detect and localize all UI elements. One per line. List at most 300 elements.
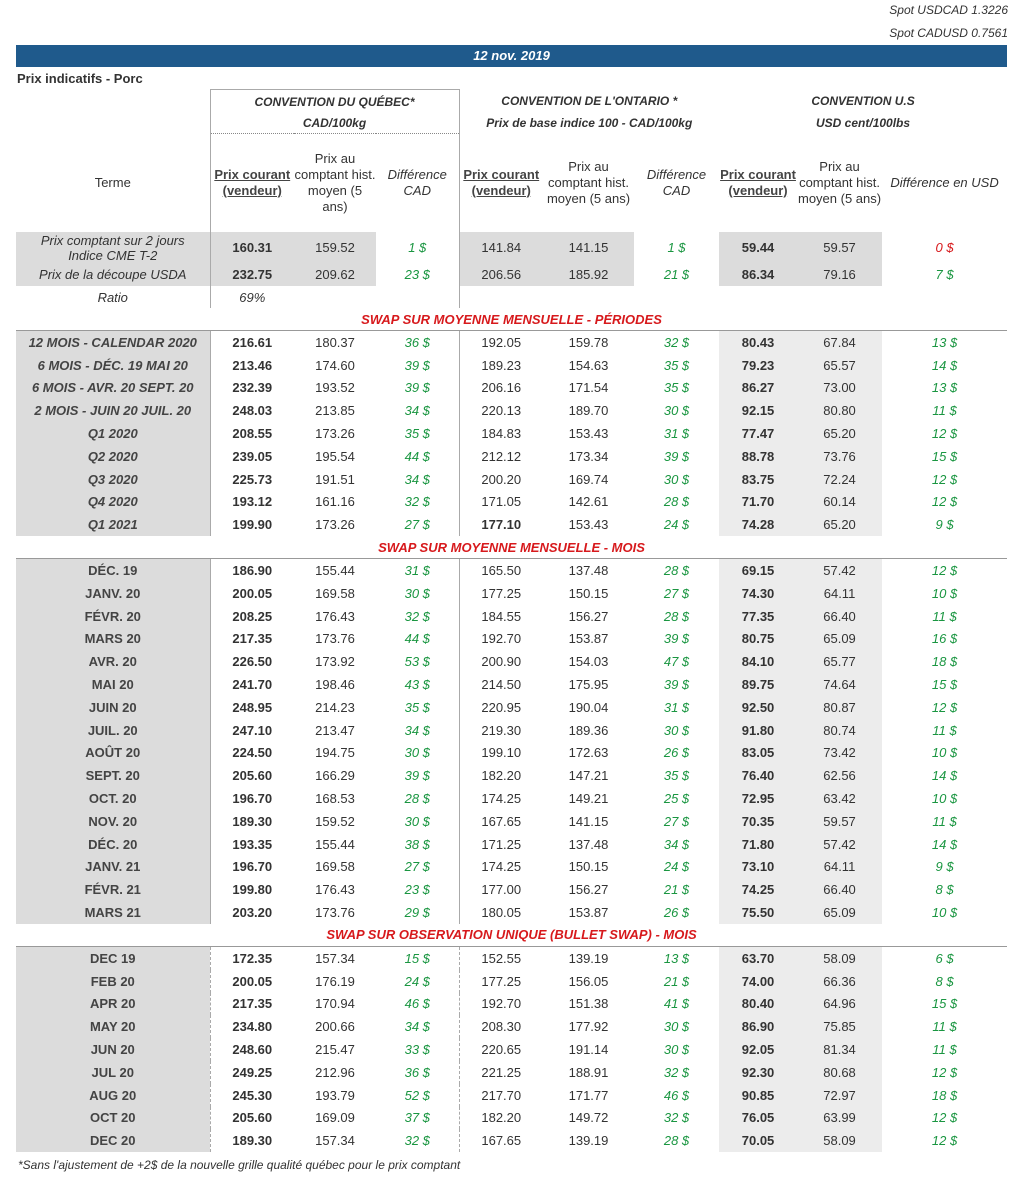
empty-cell: [459, 286, 543, 308]
cell: 189.36: [568, 722, 609, 738]
cell: 156.27: [568, 608, 609, 624]
table-row: [16, 901, 1007, 924]
cell: 248.95: [210, 696, 294, 719]
table-row: [16, 742, 1007, 765]
cell: 79.16: [797, 263, 882, 286]
cell: 177.25: [459, 970, 543, 993]
table-row: [16, 673, 1007, 696]
section-title: SWAP SUR MOYENNE MENSUELLE - MOIS: [16, 536, 1007, 559]
cell: 64.11: [797, 582, 882, 605]
cell: 92.50: [719, 696, 797, 719]
cell: 86.27: [719, 377, 797, 400]
table-row: [16, 719, 1007, 742]
cell: 192.70: [459, 628, 543, 651]
table-row: [16, 377, 1007, 400]
cell: 28 $: [663, 563, 690, 579]
ontario-unit: Prix de base indice 100 - CAD/100kg: [486, 116, 693, 131]
cell: 191.51: [315, 471, 355, 487]
cell: 34 $: [404, 1019, 430, 1035]
cell: 176.19: [315, 973, 355, 989]
cell: 6 $: [935, 950, 954, 966]
cell: 57.42: [797, 559, 882, 582]
cell: 41 $: [663, 996, 690, 1012]
cell: 220.13: [459, 399, 543, 422]
cell: 165.50: [459, 559, 543, 582]
cell: 171.77: [568, 1087, 609, 1103]
section-header-row: [16, 308, 1007, 331]
ratio-value: 69%: [210, 286, 294, 308]
col-header-terme: Terme: [94, 174, 131, 190]
cell: 90.85: [719, 1084, 797, 1107]
row-label: JUL 20: [16, 1061, 210, 1084]
cell: 219.30: [459, 719, 543, 742]
cell: 25 $: [663, 791, 690, 807]
cell: 23 $: [404, 882, 430, 898]
cell: 182.20: [459, 1107, 543, 1130]
cell: 28 $: [663, 494, 690, 510]
table-row: [16, 422, 1007, 445]
cell: 71.80: [719, 833, 797, 856]
cell: 11 $: [932, 722, 957, 738]
cell: 30 $: [663, 471, 690, 487]
cell: 172.35: [210, 946, 294, 969]
top-row: [16, 263, 1007, 286]
cell: 24 $: [404, 973, 430, 989]
table-row: [16, 1107, 1007, 1130]
cell: 39 $: [663, 677, 690, 693]
cell: 15 $: [931, 448, 958, 464]
cell: 177.00: [459, 878, 543, 901]
cell: 192.05: [459, 331, 543, 354]
cell: 151.38: [568, 996, 609, 1012]
cell: 199.90: [210, 513, 294, 536]
section-header-row: [16, 924, 1007, 947]
cell: 193.79: [315, 1087, 355, 1103]
cell: 137.48: [568, 836, 609, 852]
cell: 21 $: [663, 973, 690, 989]
cell: 72.97: [797, 1084, 882, 1107]
cell: 189.23: [459, 354, 543, 377]
cell: 30 $: [663, 722, 690, 738]
cell: 232.75: [210, 263, 294, 286]
table-row: [16, 810, 1007, 833]
cell: 52 $: [404, 1087, 430, 1103]
col-header-q-diff: Différence CAD: [376, 134, 459, 233]
cell: 14 $: [931, 836, 958, 852]
cell: 80.68: [797, 1061, 882, 1084]
cell: 12 $: [931, 1064, 958, 1080]
cell: 205.60: [210, 1107, 294, 1130]
cell: 80.87: [797, 696, 882, 719]
ratio-row: [16, 286, 1007, 308]
cell: 72.24: [797, 468, 882, 491]
cell: 160.31: [210, 232, 294, 263]
cell: 226.50: [210, 650, 294, 673]
empty-cell: [797, 286, 882, 308]
cell: 150.15: [568, 585, 609, 601]
col-header-u-hist: Prix au comptant hist. moyen (5 ans): [797, 158, 882, 206]
cell: 213.47: [315, 722, 355, 738]
us-unit: USD cent/100lbs: [816, 116, 911, 131]
table-row: [16, 833, 1007, 856]
cell: 53 $: [404, 654, 430, 670]
cell: 225.73: [210, 468, 294, 491]
cell: 214.23: [315, 699, 355, 715]
cell: 141.15: [568, 813, 609, 829]
cell: 169.58: [315, 585, 355, 601]
cell: 173.34: [568, 448, 609, 464]
cell: 46 $: [663, 1087, 690, 1103]
cell: 9 $: [935, 517, 954, 533]
us-convention-title: CONVENTION U.S: [811, 94, 915, 109]
cell: 27 $: [663, 585, 690, 601]
cell: 11 $: [932, 1042, 957, 1057]
row-label: APR 20: [16, 993, 210, 1016]
cell: 153.43: [568, 517, 609, 533]
cell: 65.57: [797, 354, 882, 377]
cell: 11 $: [932, 1019, 957, 1035]
row-label: JANV. 20: [16, 582, 210, 605]
cell: 75.50: [719, 901, 797, 924]
cell: 12 $: [931, 494, 958, 510]
cell: 74.00: [719, 970, 797, 993]
row-label: AOÛT 20: [16, 742, 210, 765]
cell: 24 $: [663, 859, 690, 875]
cell: 65.77: [797, 650, 882, 673]
cell: 92.30: [719, 1061, 797, 1084]
cell: 217.35: [210, 628, 294, 651]
table-row: [16, 445, 1007, 468]
cell: 12 $: [931, 699, 958, 715]
cell: 86.90: [719, 1015, 797, 1038]
cell: 176.43: [315, 882, 355, 898]
cell: 190.04: [568, 699, 609, 715]
cell: 28 $: [404, 791, 430, 807]
cell: 12 $: [931, 1133, 958, 1149]
cell: 172.63: [568, 745, 609, 761]
row-label: AUG 20: [16, 1084, 210, 1107]
cell: 167.65: [459, 1129, 543, 1152]
cell: 74.64: [797, 673, 882, 696]
cell: 32 $: [404, 608, 430, 624]
cell: 80.43: [719, 331, 797, 354]
cell: 200.05: [210, 970, 294, 993]
cell: 28 $: [663, 1133, 690, 1149]
col-header-q-prix: Prix courant (vendeur): [210, 134, 294, 233]
cell: 234.80: [210, 1015, 294, 1038]
empty-cell: [882, 286, 1007, 308]
table-row: [16, 605, 1007, 628]
cell: 33 $: [404, 1042, 430, 1057]
cell: 12 $: [931, 563, 958, 579]
col-header-o-prix: Prix courant (vendeur): [463, 166, 540, 198]
col-header-o-diff: Différence CAD: [646, 166, 707, 198]
cell: 249.25: [210, 1061, 294, 1084]
cell: 193.12: [210, 491, 294, 514]
col-header-o-hist: Prix au comptant hist. moyen (5 ans): [546, 158, 631, 206]
row-label: 2 MOIS - JUIN 20 JUIL. 20: [16, 399, 210, 422]
cell: 21 $: [663, 267, 690, 282]
cell: 137.48: [568, 563, 609, 579]
cell: 173.76: [315, 631, 355, 647]
cell: 157.34: [315, 950, 355, 966]
table-row: [16, 696, 1007, 719]
section-title: SWAP SUR MOYENNE MENSUELLE - PÉRIODES: [16, 308, 1007, 331]
cell: 224.50: [210, 742, 294, 765]
cell: 199.10: [459, 742, 543, 765]
cell: 73.76: [797, 445, 882, 468]
cell: 12 $: [931, 471, 958, 487]
cell: 76.05: [719, 1107, 797, 1130]
cell: 66.36: [797, 970, 882, 993]
cell: 196.70: [210, 856, 294, 879]
row-label: JANV. 21: [16, 856, 210, 879]
cell: 159.78: [568, 334, 609, 350]
table-row: [16, 970, 1007, 993]
cell: 80.75: [719, 628, 797, 651]
cell: 10 $: [931, 791, 958, 807]
cell: 189.30: [210, 810, 294, 833]
cell: 59.57: [797, 810, 882, 833]
cell: 141.84: [459, 232, 543, 263]
cell: 58.09: [797, 1129, 882, 1152]
cell: 149.21: [568, 791, 609, 807]
cell: 153.87: [568, 905, 609, 921]
cell: 26 $: [663, 905, 690, 921]
cell: 220.95: [459, 696, 543, 719]
cell: 214.50: [459, 673, 543, 696]
cell: 212.96: [315, 1064, 355, 1080]
cell: 80.74: [797, 719, 882, 742]
cell: 206.16: [459, 377, 543, 400]
cell: 30 $: [663, 1042, 690, 1057]
cell: 191.14: [568, 1042, 609, 1057]
cell: 12 $: [931, 426, 958, 442]
cell: 39 $: [663, 631, 690, 647]
cell: 31 $: [404, 563, 430, 579]
cell: 192.70: [459, 993, 543, 1016]
section-title: SWAP SUR OBSERVATION UNIQUE (BULLET SWAP) - MOIS: [16, 924, 1007, 947]
cell: 154.03: [568, 654, 609, 670]
cell: 35 $: [404, 699, 430, 715]
cell: 173.92: [315, 654, 355, 670]
cell: 184.83: [459, 422, 543, 445]
table-row: [16, 491, 1007, 514]
cell: 203.20: [210, 901, 294, 924]
cell: 180.05: [459, 901, 543, 924]
cell: 7 $: [935, 267, 954, 282]
cell: 215.47: [315, 1042, 355, 1057]
cell: 166.29: [315, 768, 355, 784]
date-banner: 12 nov. 2019: [16, 45, 1007, 67]
empty-cell: [634, 286, 719, 308]
cell: 23 $: [376, 263, 459, 286]
cell: 206.56: [459, 263, 543, 286]
cell: 217.35: [210, 993, 294, 1016]
cell: 30 $: [404, 745, 430, 761]
cell: 46 $: [404, 996, 430, 1012]
cell: 15 $: [931, 996, 958, 1012]
row-label: 12 MOIS - CALENDAR 2020: [16, 331, 210, 354]
cell: 161.16: [315, 494, 355, 510]
row-label: MARS 20: [16, 628, 210, 651]
cell: 193.35: [210, 833, 294, 856]
empty-cell: [719, 286, 797, 308]
cell: 34 $: [404, 471, 430, 487]
cell: 139.19: [568, 950, 609, 966]
table-row: [16, 650, 1007, 673]
top-row: [16, 232, 1007, 263]
table-row: [16, 513, 1007, 536]
cell: 36 $: [404, 1064, 430, 1080]
cell: 75.85: [797, 1015, 882, 1038]
cell: 73.10: [719, 856, 797, 879]
cell: 156.05: [568, 973, 609, 989]
cell: 31 $: [663, 426, 690, 442]
cell: 152.55: [459, 946, 543, 969]
cell: 39 $: [663, 448, 690, 464]
cell: 72.95: [719, 787, 797, 810]
cell: 92.15: [719, 399, 797, 422]
cell: 64.11: [797, 856, 882, 879]
cell: 27 $: [404, 517, 430, 533]
cell: 14 $: [931, 768, 958, 784]
cell: 245.30: [210, 1084, 294, 1107]
cell: 149.72: [568, 1110, 609, 1126]
cell: 208.25: [210, 605, 294, 628]
cell: 31 $: [663, 699, 690, 715]
table-row: [16, 764, 1007, 787]
cell: 32 $: [404, 494, 430, 510]
table-row: [16, 354, 1007, 377]
cell: 150.15: [568, 859, 609, 875]
cell: 71.70: [719, 491, 797, 514]
cell: 64.96: [797, 993, 882, 1016]
cell: 32 $: [663, 1064, 690, 1080]
row-label: Q3 2020: [16, 468, 210, 491]
cell: 70.05: [719, 1129, 797, 1152]
cell: 180.37: [315, 334, 355, 350]
cell: 32 $: [663, 334, 690, 350]
empty-cell: [294, 286, 376, 308]
cell: 66.40: [797, 605, 882, 628]
table-row: [16, 1015, 1007, 1038]
ratio-label: Ratio: [97, 289, 128, 305]
cell: 70.35: [719, 810, 797, 833]
cell: 18 $: [931, 654, 958, 670]
ontario-convention-title: CONVENTION DE L'ONTARIO *: [501, 94, 678, 109]
cell: 232.39: [210, 377, 294, 400]
cell: 91.80: [719, 719, 797, 742]
row-label: DÉC. 19: [16, 559, 210, 582]
cell: 60.14: [797, 491, 882, 514]
cell: 47 $: [663, 654, 690, 670]
cell: 15 $: [931, 677, 958, 693]
row-label: FÉVR. 21: [16, 878, 210, 901]
row-label: OCT. 20: [16, 787, 210, 810]
cell: 35 $: [404, 426, 430, 442]
cell: 142.61: [568, 494, 609, 510]
empty-cell: [376, 286, 459, 308]
cell: 182.20: [459, 764, 543, 787]
cell: 77.35: [719, 605, 797, 628]
cell: 59.44: [719, 232, 797, 263]
cell: 65.09: [797, 628, 882, 651]
cell: 0 $: [935, 240, 954, 255]
cell: 217.70: [459, 1084, 543, 1107]
row-label: Q1 2021: [16, 513, 210, 536]
cell: 30 $: [663, 403, 690, 419]
cell: 200.05: [210, 582, 294, 605]
cell: 147.21: [568, 768, 609, 784]
cell: 248.60: [210, 1038, 294, 1061]
cell: 171.05: [459, 491, 543, 514]
cell: 34 $: [663, 836, 690, 852]
cell: 208.55: [210, 422, 294, 445]
col-header-u-prix: Prix courant (vendeur): [720, 166, 796, 198]
cell: 10 $: [931, 585, 958, 601]
cell: 74.25: [719, 878, 797, 901]
cell: 66.40: [797, 878, 882, 901]
cell: 81.34: [797, 1038, 882, 1061]
cell: 35 $: [663, 768, 690, 784]
cell: 177.25: [459, 582, 543, 605]
cell: 73.00: [797, 377, 882, 400]
cell: 10 $: [931, 905, 958, 921]
cell: 155.44: [315, 563, 355, 579]
cell: 24 $: [663, 517, 690, 533]
row-label: Q4 2020: [16, 491, 210, 514]
cell: 200.66: [315, 1019, 355, 1035]
cell: 14 $: [931, 357, 958, 373]
cell: 88.78: [719, 445, 797, 468]
cell: 159.52: [294, 232, 376, 263]
cell: 63.42: [797, 787, 882, 810]
col-header-q-hist: Prix au comptant hist. moyen (5 ans): [294, 151, 376, 214]
cell: 39 $: [404, 768, 430, 784]
cell: 208.30: [459, 1015, 543, 1038]
row-label: 6 MOIS - AVR. 20 SEPT. 20: [16, 377, 210, 400]
cell: 21 $: [663, 882, 690, 898]
cell: 168.53: [315, 791, 355, 807]
cell: 35 $: [663, 380, 690, 396]
cell: 157.34: [315, 1133, 355, 1149]
cell: 79.23: [719, 354, 797, 377]
row-label: AVR. 20: [16, 650, 210, 673]
cell: 194.75: [315, 745, 355, 761]
cell: 8 $: [935, 973, 954, 989]
table-row: [16, 1129, 1007, 1152]
row-label: JUIN 20: [16, 696, 210, 719]
cell: 65.20: [797, 422, 882, 445]
row-label: 6 MOIS - DÉC. 19 MAI 20: [16, 354, 210, 377]
cell: 80.80: [797, 399, 882, 422]
cell: 35 $: [663, 357, 690, 373]
cell: 32 $: [404, 1133, 430, 1149]
cell: 77.47: [719, 422, 797, 445]
cell: 8 $: [935, 882, 954, 898]
cell: 12 $: [931, 1110, 958, 1126]
cell: 200.20: [459, 468, 543, 491]
cell: 13 $: [931, 380, 958, 396]
quebec-unit: CAD/100kg: [210, 113, 459, 134]
table-row: [16, 1061, 1007, 1084]
row-label: Q1 2020: [16, 422, 210, 445]
cell: 200.90: [459, 650, 543, 673]
cell: 36 $: [404, 334, 430, 350]
cell: 213.46: [210, 354, 294, 377]
cell: 34 $: [404, 722, 430, 738]
